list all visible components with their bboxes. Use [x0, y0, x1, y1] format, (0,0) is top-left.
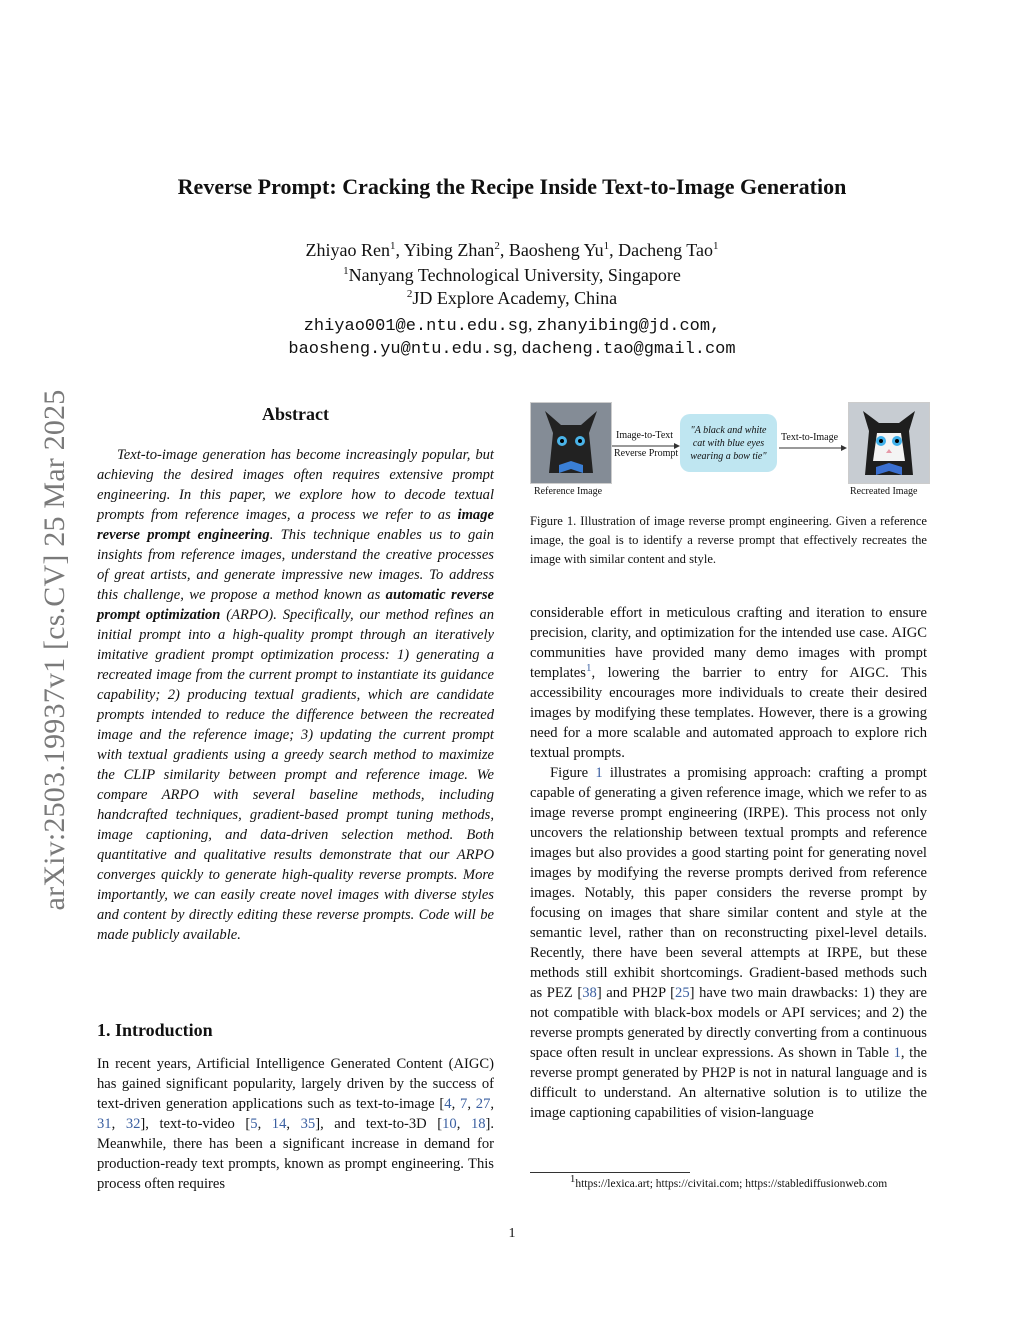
reference-image-label: Reference Image: [534, 486, 603, 497]
body-text: , the reverse prompt generated by PH2P is not in natural language and is difficult to understand. An alternative solution is to utilize the image captioning capabilities of vision-language: [530, 1045, 927, 1121]
affiliation-mark: 2: [406, 288, 413, 300]
citation-link[interactable]: 4: [444, 1096, 452, 1112]
email-address[interactable]: baosheng.yu@ntu.edu.sg: [288, 340, 513, 359]
footnote-mark: 1: [569, 1173, 576, 1186]
recreated-image: [848, 402, 930, 484]
affiliation-mark: 1: [713, 240, 719, 252]
abstract-text: Text-to-image generation has become increasingly popular, but achieving the desired images often requires extensive prompt engineering. In this paper, we explore how to decode textual prompts from reference images, a process we refer to as: [97, 447, 494, 523]
footnote-divider: [530, 1172, 690, 1173]
citation-link[interactable]: 14: [271, 1116, 287, 1132]
email-line-2: baosheng.yu@ntu.edu.sg, dacheng.tao@gmail.com: [288, 338, 736, 359]
intro-right-column: [530, 603, 927, 1123]
body-text: ]. Meanwhile, there has been a significant increase in demand for production-ready text prompts, known as prompt engineering. This process often requires: [97, 1116, 495, 1192]
body-text: ] and PH2P [: [596, 985, 676, 1001]
affiliation-mark: 1: [603, 240, 610, 252]
introduction-heading: 1. Introduction: [97, 1020, 213, 1040]
body-text: In recent years, Artificial Intelligence Generated Content (AIGC) has gained significant popularity, largely driven by the success of text-driven generation applications such as text-to-image [: [97, 1056, 494, 1112]
footnote-text[interactable]: https://lexica.art; https://civitai.com; https://stablediffusionweb.com: [575, 1178, 888, 1190]
abstract-emphasis: automatic reverse prompt optimization: [97, 587, 494, 623]
citation-link[interactable]: 35: [300, 1116, 316, 1132]
affiliation-mark: 1: [343, 265, 349, 277]
intro-paragraph-3: [530, 763, 927, 1123]
footnote-link[interactable]: 1: [585, 662, 592, 675]
abstract-body: [97, 445, 494, 945]
email-address[interactable]: zhiyao001@e.ntu.edu.sg: [303, 317, 529, 336]
arxiv-sidebar: [30, 350, 80, 950]
affiliation-text: Nanyang Technological University, Singapore: [348, 265, 681, 285]
affiliation-mark: 1: [389, 240, 396, 252]
author-name: Baosheng Yu: [508, 240, 604, 260]
affiliation-1: [0, 265, 1024, 286]
affiliation-text: JD Explore Academy, China: [412, 288, 618, 308]
email-line-1: zhiyao001@e.ntu.edu.sg, zhanyibing@jd.com,: [303, 315, 721, 336]
table-reference-link[interactable]: 1: [893, 1045, 901, 1061]
citation-link[interactable]: 18: [470, 1116, 486, 1132]
author-name: Dacheng Tao: [618, 240, 714, 260]
citation-link[interactable]: 5: [250, 1116, 258, 1132]
reverse-prompt-bubble: "A black and white cat with blue eyes wearing a bow tie": [680, 414, 777, 472]
abstract-paragraph: [97, 445, 494, 945]
body-text: Figure: [550, 765, 596, 781]
body-text: , lowering the barrier to entry for AIGC. This accessibility encourages more individuals to create their desired images by modifying these templates. However, there is a growing need for a more scalable and automated approach to explore rich textual prompts.: [530, 665, 927, 761]
footnote: [530, 1173, 927, 1190]
author-name: Yibing Zhan: [403, 240, 495, 260]
abstract-text: (ARPO). Specifically, our method refines an initial prompt into a high-quality prompt through an iteratively imitative gradient prompt optimization process: 1) generating a recreated image from the current prompt to instantiate its guidance capability; 2) producing textual gradients, which are candidate prompts intended to reduce the difference between the recreated image and the reference image; 3) updating the current prompt with textual gradients using a greedy search method to maximize the CLIP similarity between prompt and reference image. We compare ARPO with several baseline methods, including handcrafted techniques, gradient-based prompt tuning methods, image captioning, and data-driven selection method. Both quantitative and qualitative results demonstrate that our ARPO converges quickly to generate high-quality reverse prompts. More importantly, we can easily create novel images with diverse styles and content by directly editing these reverse prompts. Code will be made publicly available.: [97, 607, 494, 943]
citation-link[interactable]: 7: [460, 1096, 468, 1112]
intro-paragraph-1: In recent years, Artificial Intelligence Generated Content (AIGC) has gained significant popularity, largely driven by the success of text-driven generation applications such as text-to-image [4, 7, 27, 31, 32], text-to-video [5, 14, 35], and text-to-3D [10, 18]. Meanwhile, there has been a significant increase in demand for production-ready text prompts, known as prompt engineering. This process often requires: [97, 1056, 495, 1192]
body-text: illustrates a promising approach: crafting a prompt capable of generating a given reference image, which we refer to as image reverse prompt engineering (IRPE). This process not only uncovers the relationship between textual prompts and reference images but also provides a good starting point for generating novel images by modifying the reverse prompts derived from reference images. Notably, this paper considers the reverse prompt by focusing on images that share similar content and style at the semantic level, rather than on reconstructing pixel-level details. Recently, there have been several attempts at IRPE, but these methods still exhibit shortcomings. Gradient-based methods such as PEZ [: [530, 765, 927, 1001]
body-text: ], text-to-video [: [140, 1116, 251, 1132]
citation-link[interactable]: 25: [675, 985, 690, 1001]
abstract-text: . This technique enables us to gain insights from reference images, understand the creative processes of great artists, and generate impressive new images. To address this challenge, we propose a method known as: [97, 527, 494, 603]
recreated-image-label: Recreated Image: [850, 486, 918, 497]
intro-paragraph-2: [530, 603, 927, 763]
author-list: Zhiyao Ren$^1$, Yibing Zhan$^2$, Baosheng Yu$^1$, Dacheng Tao$^1$: [305, 240, 719, 260]
citation-link[interactable]: 32: [125, 1116, 141, 1132]
figure-reference-link[interactable]: 1: [595, 765, 603, 781]
email-address[interactable]: zhanyibing@jd.com,: [536, 317, 721, 336]
arrow-right-icon: [779, 444, 847, 452]
abstract-emphasis: image reverse prompt engineering: [97, 507, 494, 543]
abstract-heading: Abstract: [262, 404, 329, 424]
reference-image: [530, 402, 612, 484]
body-text: considerable effort in meticulous crafting and iteration to ensure precision, clarity, and optimization for the intended use case. AIGC communities have provided many demo images with prompt templates: [530, 605, 927, 681]
author-name: Zhiyao Ren: [305, 240, 390, 260]
arrow-label-image-to-text: Image-to-Text: [616, 430, 674, 441]
body-text: ] have two main drawbacks: 1) they are not compatible with black-box models or API services; and 2) the reverse prompts generated by directly converting from a continuous space often result in unclear expressions. As shown in Table: [530, 985, 928, 1061]
affiliation-2: [0, 288, 1024, 309]
body-text: ], and text-to-3D [: [315, 1116, 443, 1132]
arrow-label-reverse-prompt: Reverse Prompt: [614, 448, 679, 459]
citation-link[interactable]: 38: [582, 985, 597, 1001]
figure-1-caption: Figure 1. Illustration of image reverse prompt engineering. Given a reference image, the goal is to identify a reverse prompt that effectively recreates the image with similar content and style.: [530, 514, 927, 566]
figure-1: [530, 402, 928, 502]
email-address[interactable]: dacheng.tao@gmail.com: [521, 340, 736, 359]
citation-link[interactable]: 31: [97, 1116, 112, 1132]
page-number: 1: [508, 1226, 516, 1241]
affiliation-mark: 2: [494, 240, 500, 252]
arrow-label-text-to-image: Text-to-Image: [781, 432, 839, 443]
arxiv-identifier[interactable]: arXiv:2503.19937v1 [cs.CV] 25 Mar 2025: [38, 389, 71, 911]
paper-title: Reverse Prompt: Cracking the Recipe Inside Text-to-Image Generation: [177, 174, 847, 199]
citation-link[interactable]: 27: [475, 1096, 491, 1112]
citation-link[interactable]: 10: [442, 1116, 457, 1132]
